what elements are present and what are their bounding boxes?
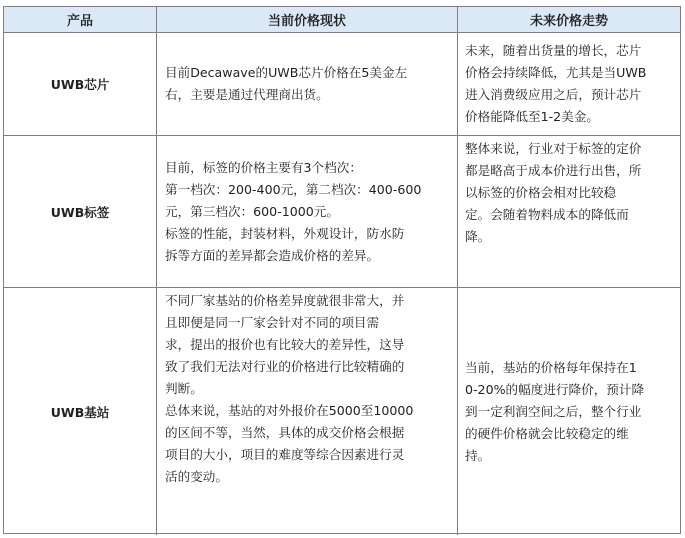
price-table — [3, 6, 681, 534]
current-price-cell — [157, 33, 458, 135]
text-line: 都是略高于成本价进行出售，所 — [465, 163, 642, 178]
text-line: 致了我们无法对行业的价格进行比较精确的 — [165, 359, 405, 374]
text-line: 元，第三档次：600-1000元。 — [165, 203, 339, 219]
text-line: 以标签的价格会相对比较稳 — [465, 185, 617, 200]
future-trend-cell — [458, 33, 680, 135]
text-line: 目前，标签的价格主要有3个档次： — [165, 159, 362, 175]
future-trend-cell — [458, 136, 680, 287]
text-line: 降。 — [465, 229, 491, 244]
header-product: 产品 — [4, 7, 157, 32]
current-price-cell — [157, 136, 458, 287]
text-line: 当前，基站的价格每年保持在1 — [465, 359, 637, 375]
text-line: 价格能降低至1-2美金。 — [465, 109, 599, 124]
text-line: 进入消费级应用之后，预计芯片 — [465, 87, 642, 102]
table-header-row — [4, 7, 680, 32]
text-line: 且即便是同一厂家会针对不同的项目需 — [165, 315, 380, 330]
text-line: 不同厂家基站的价格差异度就很非常大，并 — [165, 293, 405, 308]
text-line: 目前Decawave的UWB芯片价格在5美金左 — [165, 65, 408, 80]
product-name: UWB基站 — [4, 288, 157, 535]
product-name: UWB芯片 — [4, 33, 157, 135]
text-line: 求，提出的报价也有比较大的差异性，这导 — [165, 337, 405, 352]
text-line: 价格会持续降低，尤其是当UWB — [465, 65, 647, 80]
header-current-price: 当前价格现状 — [157, 7, 458, 32]
text-line: 的区间不等，当然，具体的成交价格会根据 — [165, 425, 405, 440]
text-line: 未来，随着出货量的增长，芯片 — [465, 43, 642, 58]
future-trend-cell — [458, 288, 680, 535]
text-line: 到一定利润空间之后，整个行业 — [465, 403, 642, 419]
text-line: 持。 — [465, 447, 491, 463]
text-line: 整体来说，行业对于标签的定价 — [465, 141, 642, 156]
text-line: 总体来说，基站的对外报价在5000至10000 — [165, 403, 414, 418]
header-future-trend: 未来价格走势 — [529, 14, 608, 29]
table-row — [4, 135, 680, 287]
text-line: 第一档次：200-400元，第二档次：400-600 — [165, 181, 422, 197]
text-line: 标签的性能，封装材料，外观设计，防水防 — [165, 225, 405, 241]
text-line: 拆等方面的差异都会造成价格的差异。 — [165, 247, 380, 263]
text-line: 判断。 — [165, 381, 203, 396]
text-line: 0-20%的幅度进行降价，预计降 — [465, 381, 645, 397]
text-line: 定。会随着物料成本的降低而 — [465, 207, 629, 222]
product-name: UWB标签 — [4, 136, 157, 287]
current-price-cell — [157, 288, 458, 535]
text-line: 右，主要是通过代理商出货。 — [165, 87, 329, 102]
text-line: 活的变动。 — [165, 469, 228, 484]
table-row — [4, 287, 680, 535]
table-row — [4, 32, 680, 135]
text-line: 的硬件价格就会比较稳定的维 — [465, 425, 629, 441]
text-line: 项目的大小，项目的难度等综合因素进行灵 — [165, 447, 405, 462]
